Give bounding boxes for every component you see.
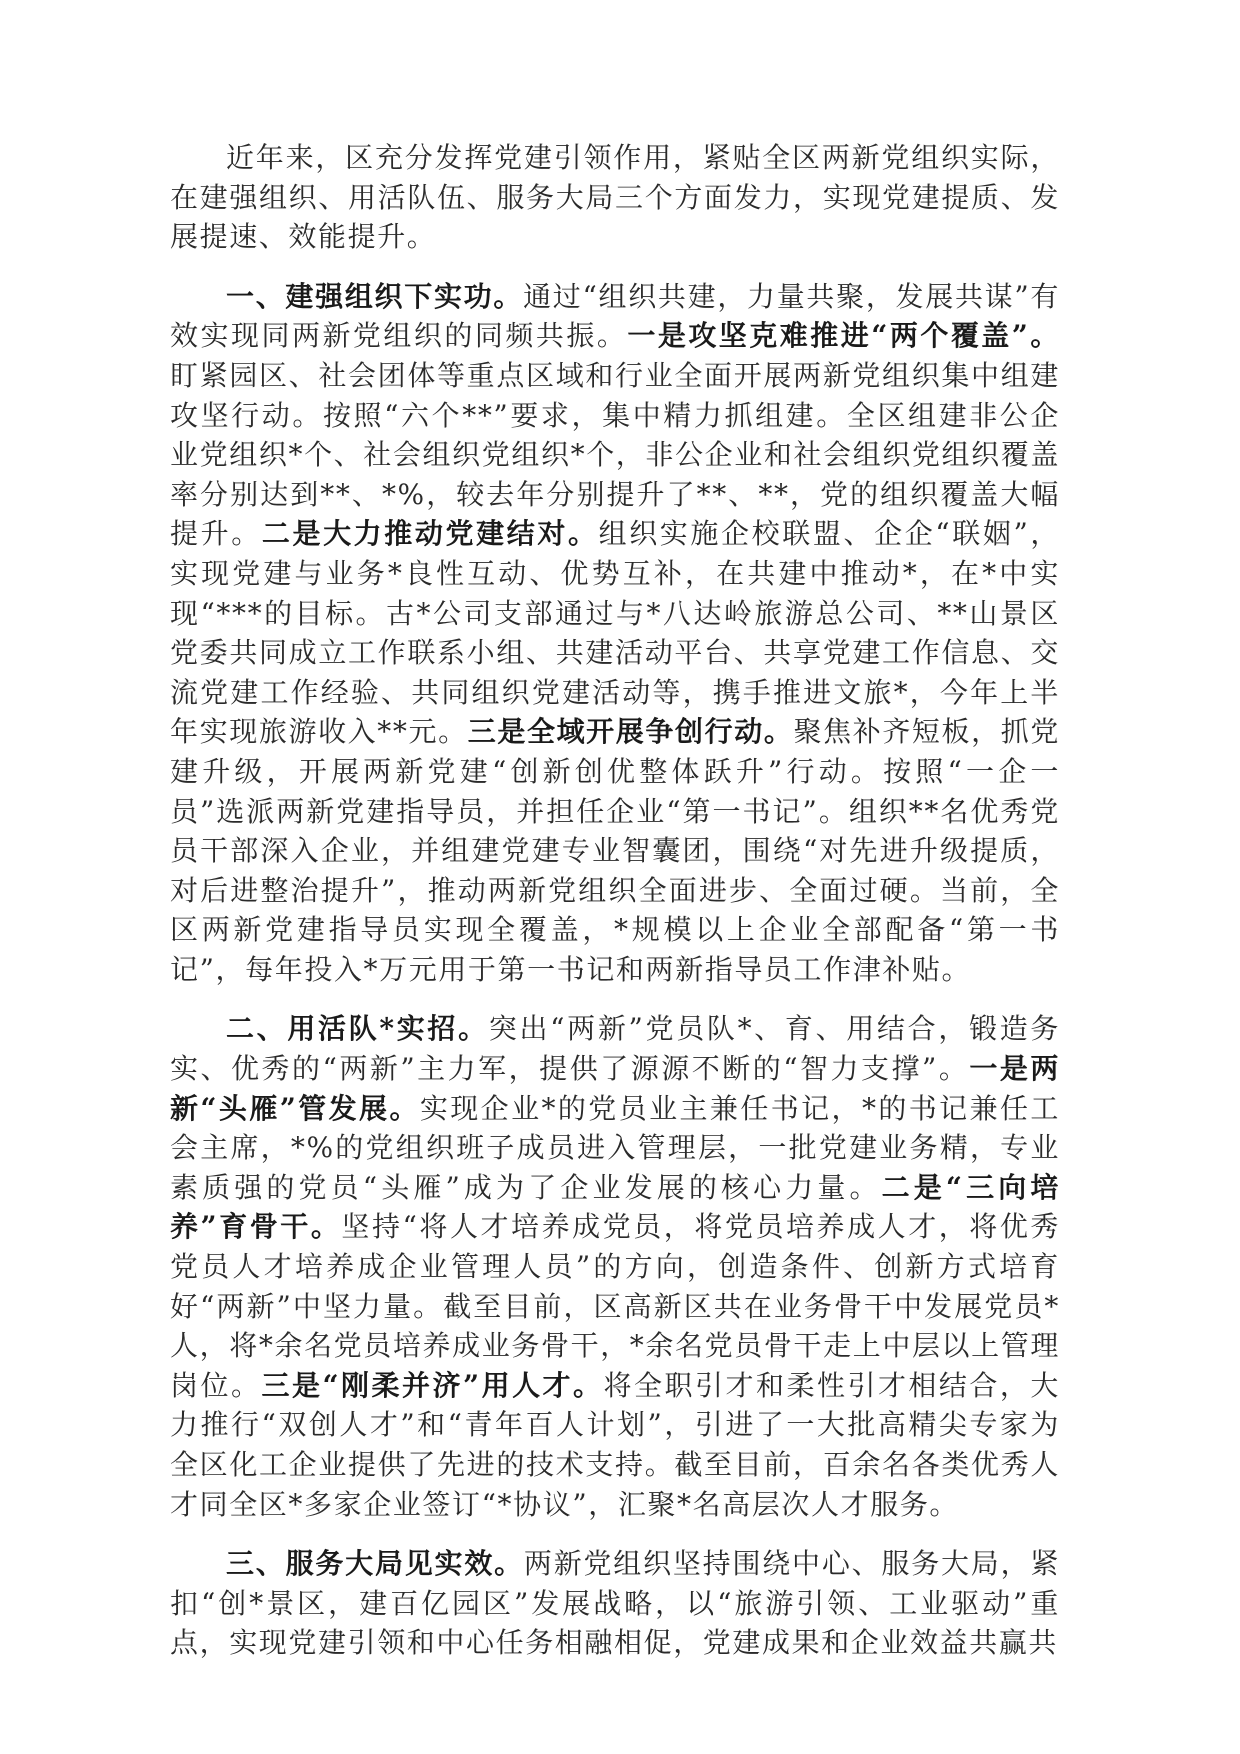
- section-2-heading: 二、用活队*实招。: [226, 1012, 489, 1046]
- section-1-text: 通过“组织共建，力量共聚，发展共谋”有效实现同两新党组织的同频共振。: [170, 279, 1060, 353]
- section-2-point-2-heading: 二是“三向培养”育骨干。: [170, 1170, 1060, 1244]
- section-3-heading: 三、服务大局见实效。: [226, 1547, 524, 1581]
- section-2-text: 突出“两新”党员队*、育、用结合，锻造务实、优秀的“两新”主力军，提供了源源不断的“智力支撑”。: [170, 1012, 1060, 1086]
- section-2-point-1-text: 实现企业*的党员业主兼任书记，*的书记兼任工会主席，*%的党组织班子成员进入管理层，一批党建业务精，专业素质强的党员“头雁”成为了企业发展的核心力量。: [170, 1091, 1060, 1204]
- section-2-point-1-heading: 一是两新“头雁”管发展。: [170, 1052, 1060, 1125]
- section-2-point-3-heading: 三是“刚柔并济”用人才。: [261, 1368, 604, 1402]
- section-1-point-1-heading: 一是攻坚克难推进“两个覆盖”。: [627, 319, 1060, 353]
- document-page: [170, 138, 1060, 1683]
- section-1-point-3-text: 聚焦补齐短板，抓党建升级，开展两新党建“创新创优整体跃升”行动。按照“一企一员”选派两新党建指导员，并担任企业“第一书记”。组织**名优秀党员干部深入企业，并组建党建专业智囊团，围绕“对先进升级提质，对后进整治提升”，推动两新党组织全面进步、全面过硬。当前，全区两新党建指导员实现全覆盖，*规模以上企业全部配备“第一书记”，每年投入*万元用于第一书记和两新指导员工作津补贴。: [170, 715, 1060, 986]
- section-3-text: 两新党组织坚持围绕中心、服务大局，紧扣“创*景区，建百亿园区”发展战略，以“旅游引领、工业驱动”重点，实现党建引领和中心任务相融相促，党建成果和企业效益共赢共: [170, 1547, 1060, 1660]
- section-2-point-2-text: 坚持“将人才培养成党员，将党员培养成人才，将优秀党员人才培养成企业管理人员”的方向，创造条件、创新方式培育好“两新”中坚力量。截至目前，区高新区共在业务骨干中发展党员*人，将*余名党员培养成业务骨干，*余名党员骨干走上中层以上管理岗位。: [170, 1210, 1060, 1402]
- paragraph-section-3: [170, 1544, 1060, 1663]
- intro-text: 近年来，区充分发挥党建引领作用，紧贴全区两新党组织实际，在建强组织、用活队伍、服务大局三个方面发力，实现党建提质、发展提速、效能提升。: [170, 141, 1060, 254]
- section-1-point-2-heading: 二是大力推动党建结对。: [261, 517, 599, 551]
- section-1-point-1-text: 盯紧园区、社会团体等重点区域和行业全面开展两新党组织集中组建攻坚行动。按照“六个**”要求，集中精力抓组建。全区组建非公企业党组织*个、社会组织党组织*个，非公企业和社会组织党组织覆盖率分别达到**、*%，较去年分别提升了**、**，党的组织覆盖大幅提升。: [170, 358, 1060, 551]
- paragraph-intro: [170, 138, 1060, 257]
- section-1-point-3-heading: 三是全域开展争创行动。: [467, 715, 794, 749]
- section-2-point-3-text: 将全职引才和柔性引才相结合，大力推行“双创人才”和“青年百人计划”，引进了一大批高精尖专家为全区化工企业提供了先进的技术支持。截至目前，百余名各类优秀人才同全区*多家企业签订“*协议”，汇聚*名高层次人才服务。: [170, 1368, 1060, 1521]
- section-1-heading: 一、建强组织下实功。: [226, 279, 524, 313]
- paragraph-section-1: [170, 277, 1060, 990]
- paragraph-section-2: [170, 1009, 1060, 1524]
- section-1-point-2-text: 组织实施企校联盟、企企“联姻”，实现党建与业务*良性互动、优势互补，在共建中推动*，在*中实现“***的目标。古*公司支部通过与*八达岭旅游总公司、**山景区党委共同成立工作联系小组、共建活动平台、共享党建工作信息、交流党建工作经验、共同组织党建活动等，携手推进文旅*，今年上半年实现旅游收入**元。: [170, 517, 1060, 749]
